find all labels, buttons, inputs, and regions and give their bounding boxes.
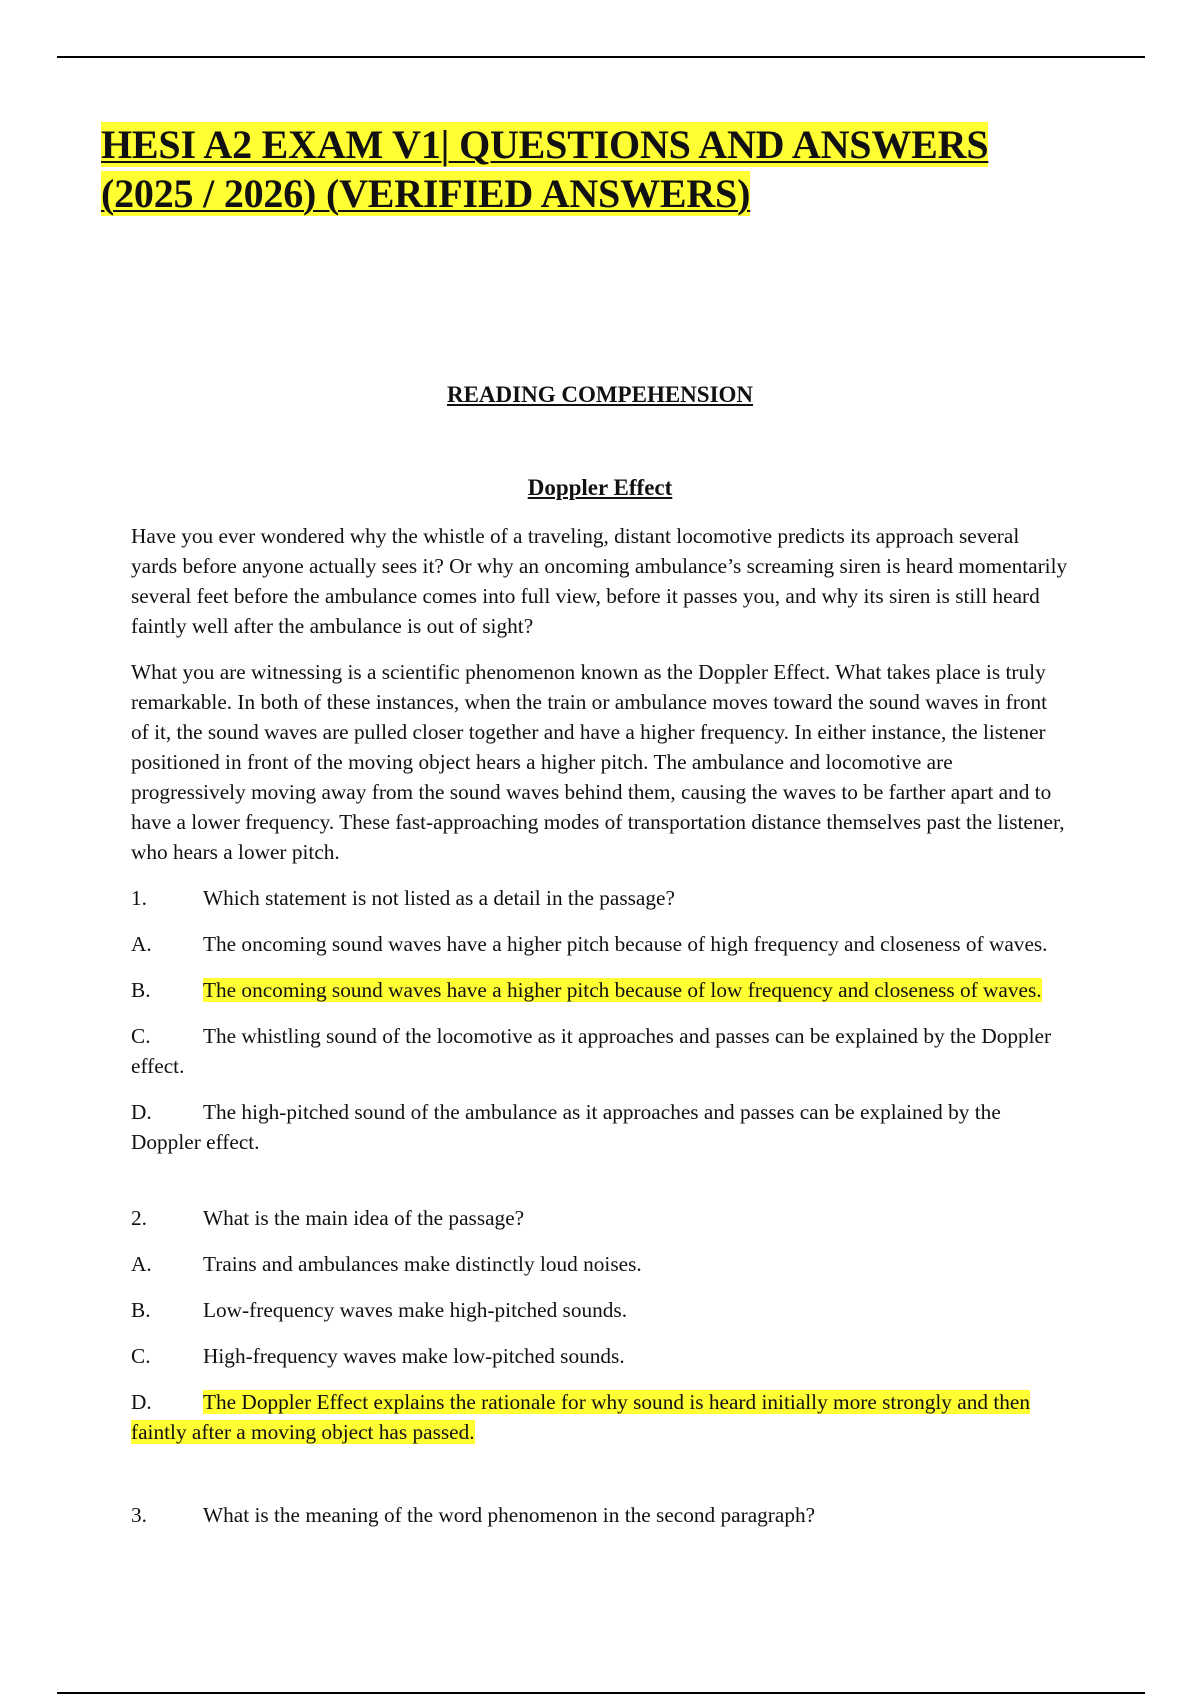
question-number: 1. xyxy=(131,886,147,910)
question-1-option-d xyxy=(131,1097,1068,1157)
option-text: Low-frequency waves make high-pitched sounds. xyxy=(203,1298,628,1322)
option-letter: A. xyxy=(131,932,152,956)
option-text: The high-pitched sound of the ambulance as it approaches and passes can be explained by the Doppler effect. xyxy=(131,1100,1001,1154)
document-title-line-1: HESI A2 EXAM V1| QUESTIONS AND ANSWERS xyxy=(101,122,989,167)
question-2-option-b xyxy=(131,1295,1068,1325)
option-letter: C. xyxy=(131,1344,151,1368)
question-1-option-a xyxy=(131,929,1068,959)
question-2-option-a xyxy=(131,1249,1068,1279)
document-title xyxy=(101,120,1061,218)
option-text: Trains and ambulances make distinctly loud noises. xyxy=(203,1252,642,1276)
passage-paragraph-2: What you are witnessing is a scientific phenomenon known as the Doppler Effect. What takes place is truly remarkable. In both of these instances, when the train or ambulance moves toward the sound waves in front of it, the sound waves are pulled closer together and have a higher frequency. In either instance, the listener positioned in front of the moving object hears a higher pitch. The ambulance and locomotive are progressively moving away from the sound waves behind them, causing the waves to be farther apart and to have a lower frequency. These fast-approaching modes of transportation distance themselves past the listener, who hears a lower pitch. xyxy=(131,660,1065,864)
question-1-option-b-correct-answer xyxy=(131,975,1068,1005)
question-1 xyxy=(131,883,1068,913)
option-letter: D. xyxy=(131,1100,152,1124)
highlighted-answer-text: The oncoming sound waves have a higher pitch because of low frequency and closeness of waves. xyxy=(203,978,1042,1002)
option-text: The whistling sound of the locomotive as it approaches and passes can be explained by the Doppler effect. xyxy=(131,1024,1052,1078)
question-2-option-d-correct-answer xyxy=(131,1387,1068,1447)
spacer xyxy=(131,1463,1068,1500)
question-3 xyxy=(131,1500,1068,1530)
question-2 xyxy=(131,1203,1068,1233)
option-letter: D. xyxy=(131,1390,152,1414)
passage-paragraph-1: Have you ever wondered why the whistle of a traveling, distant locomotive predicts its approach several yards before anyone actually sees it? Or why an oncoming ambulance’s screaming siren is heard momentarily several feet before the ambulance comes into full view, before it passes you, and why its siren is still heard faintly well after the ambulance is out of sight? xyxy=(131,524,1068,638)
option-letter: A. xyxy=(131,1252,152,1276)
question-text: What is the main idea of the passage? xyxy=(203,1206,525,1230)
spacer xyxy=(131,1173,1068,1203)
document-title-line-2: (2025 / 2026) (VERIFIED ANSWERS) xyxy=(101,171,751,216)
section-heading: READING COMPEHENSION xyxy=(446,382,754,407)
option-text: The oncoming sound waves have a higher pitch because of high frequency and closeness of waves. xyxy=(203,932,1048,956)
question-text: What is the meaning of the word phenomenon in the second paragraph? xyxy=(203,1503,816,1527)
bottom-rule xyxy=(57,1692,1145,1694)
option-letter: B. xyxy=(131,978,151,1002)
question-1-option-c xyxy=(131,1021,1068,1081)
question-number: 3. xyxy=(131,1503,147,1527)
question-text: Which statement is not listed as a detail in the passage? xyxy=(203,886,675,910)
option-letter: C. xyxy=(131,1024,151,1048)
document-body xyxy=(131,521,1068,1546)
option-letter: B. xyxy=(131,1298,151,1322)
highlighted-answer-text: The Doppler Effect explains the rationale for why sound is heard initially more strongly and then faintly after a moving object has passed. xyxy=(131,1390,1031,1444)
question-number: 2. xyxy=(131,1206,147,1230)
top-rule xyxy=(57,56,1145,58)
passage-title: Doppler Effect xyxy=(527,475,673,500)
question-2-option-c xyxy=(131,1341,1068,1371)
option-text: High-frequency waves make low-pitched sounds. xyxy=(203,1344,625,1368)
